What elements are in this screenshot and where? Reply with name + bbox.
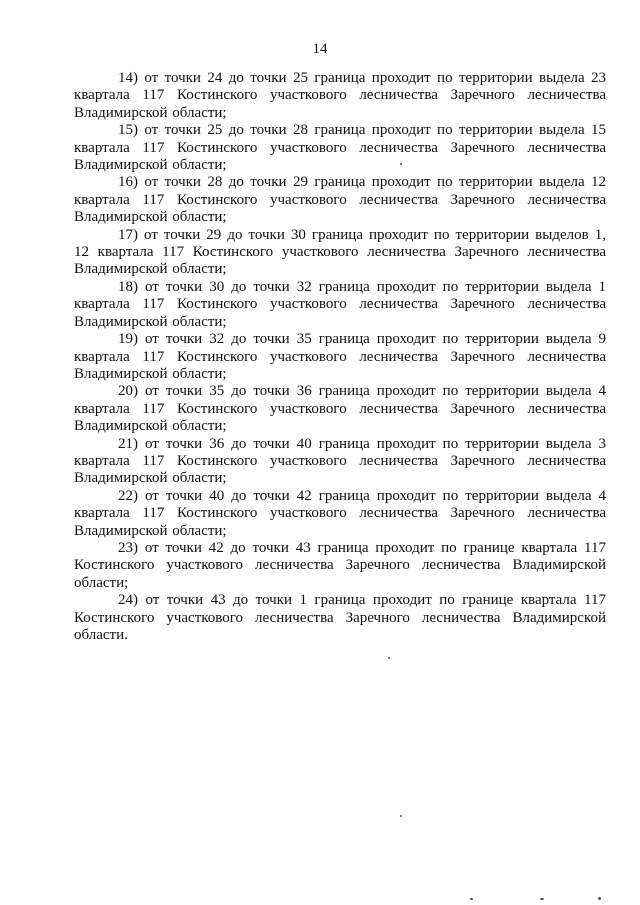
boundary-item: 24) от точки 43 до точки 1 граница проходит по границе квартала 117 Костинского участкового лесничества Заречного лесничества Владимирской области. — [74, 592, 606, 643]
boundary-item: 18) от точки 30 до точки 32 граница проходит по территории выдела 1 квартала 117 Костинского участкового лесничества Заречного лесничества Владимирской области; — [74, 278, 606, 330]
boundary-item: 19) от точки 32 до точки 35 граница проходит по территории выдела 9 квартала 117 Костинского участкового лесничества Заречного лесничества Владимирской области; — [74, 331, 606, 382]
document-body — [74, 70, 606, 644]
boundary-item: 14) от точки 24 до точки 25 граница проходит по территории выдела 23 квартала 117 Костинского участкового лесничества Заречного лесничества Владимирской области; — [74, 70, 606, 121]
scan-speck — [540, 898, 544, 900]
scan-speck — [388, 657, 390, 659]
boundary-item: 21) от точки 36 до точки 40 граница проходит по территории выдела 3 квартала 117 Костинского участкового лесничества Заречного лесничества Владимирской области; — [74, 435, 606, 487]
boundary-item: 23) от точки 42 до точки 43 граница проходит по границе квартала 117 Костинского участкового лесничества Заречного лесничества Владимирской области; — [74, 539, 606, 591]
boundary-item: 17) от точки 29 до точки 30 граница проходит по территории выделов 1, 12 квартала 117 Костинского участкового лесничества Заречного лесничества Владимирской области; — [74, 226, 606, 278]
scan-speck — [400, 815, 402, 817]
scan-speck — [598, 897, 601, 900]
page-number: 14 — [312, 41, 328, 57]
scan-speck — [400, 163, 402, 165]
scan-speck — [470, 898, 473, 900]
boundary-item: 15) от точки 25 до точки 28 граница проходит по территории выдела 15 квартала 117 Костинского участкового лесничества Заречного лесничества Владимирской области; — [74, 122, 606, 174]
boundary-item: 20) от точки 35 до точки 36 граница проходит по территории выдела 4 квартала 117 Костинского участкового лесничества Заречного лесничества Владимирской области; — [74, 383, 606, 435]
boundary-item: 16) от точки 28 до точки 29 граница проходит по территории выдела 12 квартала 117 Костинского участкового лесничества Заречного лесничества Владимирской области; — [74, 174, 606, 226]
boundary-item: 22) от точки 40 до точки 42 граница проходит по территории выдела 4 квартала 117 Костинского участкового лесничества Заречного лесничества Владимирской области; — [74, 487, 606, 539]
